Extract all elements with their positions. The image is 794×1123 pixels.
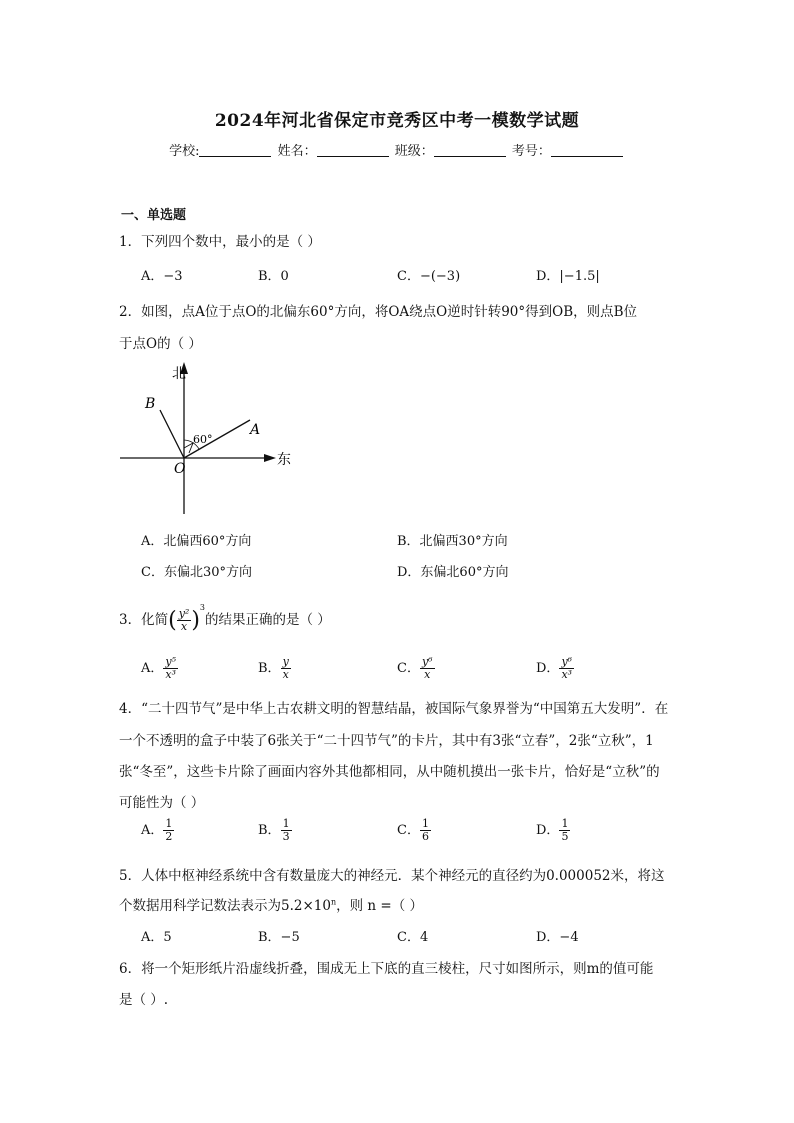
q4-c-label: C．: [397, 823, 420, 838]
q1-option-c: C．−(−3): [397, 269, 461, 284]
north-label: 北: [172, 366, 186, 382]
q4-b-denominator: 3: [282, 830, 290, 843]
q4-c-numerator: 1: [421, 817, 429, 830]
origin-label: O: [174, 461, 186, 477]
right-angle-mark: [184, 443, 193, 453]
q3-option-b: [258, 656, 291, 681]
question-4-line-3: 张“冬至”，这些卡片除了画面内容外其他都相同，从中随机摸出一张卡片，恰好是“立秋”的: [119, 764, 660, 780]
q3-exponent: 3: [199, 603, 205, 612]
student-info-line: [0, 140, 794, 159]
angle-label: 60°: [193, 433, 213, 446]
q4-c-denominator: 6: [421, 830, 429, 843]
east-arrow-icon: [264, 454, 276, 462]
q4-a-fraction: [163, 818, 174, 843]
q4-d-denominator: 5: [561, 830, 569, 843]
q1-option-d: D．|−1.5|: [536, 269, 600, 284]
section-heading: 一、单选题: [121, 208, 187, 223]
question-2-line-1: 2．如图，点A位于点O的北偏东60°方向，将OA绕点O逆时针转90°得到OB，则点B位: [119, 304, 638, 320]
school-label: 学校:: [169, 144, 200, 159]
q2-option-b: B．北偏西30°方向: [397, 534, 508, 549]
point-b-label: B: [145, 396, 156, 412]
q4-d-fraction: [559, 818, 570, 843]
name-label: 姓名：: [277, 144, 317, 159]
question-1-stem: 1．下列四个数中，最小的是（ ）: [119, 234, 321, 250]
q1-option-a: A．−3: [141, 269, 183, 284]
class-label: 班级：: [394, 144, 434, 159]
question-6-line-2: 是（ ）.: [119, 992, 169, 1008]
question-4-line-4: 可能性为（ ）: [119, 795, 205, 811]
q3-option-c: [397, 656, 435, 681]
q3-d-fraction: [559, 656, 574, 681]
q3-b-numerator: y: [282, 655, 289, 668]
class-blank: [434, 143, 506, 157]
name-blank: [317, 143, 389, 157]
q3-a-fraction: [163, 656, 178, 681]
q4-option-d: [536, 818, 570, 843]
question-3-stem: [119, 603, 331, 633]
q4-option-b: [258, 818, 292, 843]
q5-exponent: n: [330, 897, 337, 907]
question-4-line-1: 4．“二十四节气”是中华上古农耕文明的智慧结晶，被国际气象界誉为“中国第五大发明”．在: [119, 701, 669, 717]
q3-a-label: A．: [141, 661, 164, 676]
q5-line-2-post: ，则 n =（ ）: [336, 898, 424, 914]
q3-expr-numerator: y²: [178, 607, 190, 620]
q2-option-c: C．东偏北30°方向: [141, 565, 252, 580]
compass-diagram: [110, 360, 310, 520]
q5-option-b: B．−5: [258, 930, 300, 945]
q3-c-fraction: [420, 656, 435, 681]
page-title: 2024年河北省保定市竞秀区中考一模数学试题: [214, 111, 580, 131]
q4-a-label: A．: [141, 823, 164, 838]
q3-a-numerator: y⁵: [165, 655, 177, 668]
question-5-line-1: 5．人体中枢神经系统中含有数量庞大的神经元．某个神经元的直径约为0.000052米，将这: [119, 868, 665, 884]
q3-option-a: [141, 656, 178, 681]
q3-expr-denominator: x: [180, 620, 188, 633]
right-paren: ): [191, 608, 200, 633]
q3-b-denominator: x: [282, 668, 289, 681]
q3-c-numerator: y⁶: [421, 655, 433, 668]
left-paren: (: [168, 608, 177, 633]
q4-b-fraction: [281, 818, 292, 843]
q3-option-d: [536, 656, 574, 681]
q3-c-denominator: x: [424, 668, 431, 681]
q5-option-d: D．−4: [536, 930, 579, 945]
q3-c-label: C．: [397, 661, 420, 676]
question-5-line-2: [119, 894, 423, 914]
east-label: 东: [277, 452, 291, 468]
question-2-line-2: 于点O的（ ）: [119, 336, 202, 352]
q4-d-label: D．: [536, 823, 560, 838]
q5-option-a: A．5: [141, 930, 172, 945]
q4-a-numerator: 1: [165, 817, 173, 830]
q3-a-denominator: x³: [165, 668, 177, 681]
q3-prefix: 3．化简: [119, 612, 169, 628]
school-blank: [199, 143, 271, 157]
q4-option-a: [141, 818, 174, 843]
question-4-line-2: 一个不透明的盒子中装了6张关于“二十四节气”的卡片，其中有3张“立春”，2张“立秋”，1: [119, 733, 654, 749]
q4-b-label: B．: [258, 823, 281, 838]
ray-ob: [160, 410, 184, 458]
exam-no-blank: [551, 143, 623, 157]
q5-option-c: C．4: [397, 930, 429, 945]
q3-suffix: 的结果正确的是（ ）: [205, 612, 331, 628]
q4-a-denominator: 2: [165, 830, 173, 843]
q4-option-c: [397, 818, 431, 843]
q3-expression: [177, 608, 192, 633]
q3-d-denominator: x³: [561, 668, 573, 681]
exam-no-label: 考号：: [511, 144, 551, 159]
q5-line-2-pre: 个数据用科学记数法表示为5.2×10: [119, 898, 331, 914]
q3-d-label: D．: [536, 661, 560, 676]
q4-c-fraction: [420, 818, 431, 843]
q2-option-d: D．东偏北60°方向: [397, 565, 509, 580]
q1-option-b: B．0: [258, 269, 289, 284]
q4-b-numerator: 1: [282, 817, 290, 830]
q4-d-numerator: 1: [561, 817, 569, 830]
q3-b-fraction: [281, 656, 291, 681]
q2-option-a: A．北偏西60°方向: [141, 534, 252, 549]
q3-d-numerator: y⁶: [561, 655, 573, 668]
question-6-line-1: 6．将一个矩形纸片沿虚线折叠，围成无上下底的直三棱柱，尺寸如图所示，则m的值可能: [119, 961, 654, 977]
q3-b-label: B．: [258, 661, 281, 676]
point-a-label: A: [250, 422, 261, 438]
